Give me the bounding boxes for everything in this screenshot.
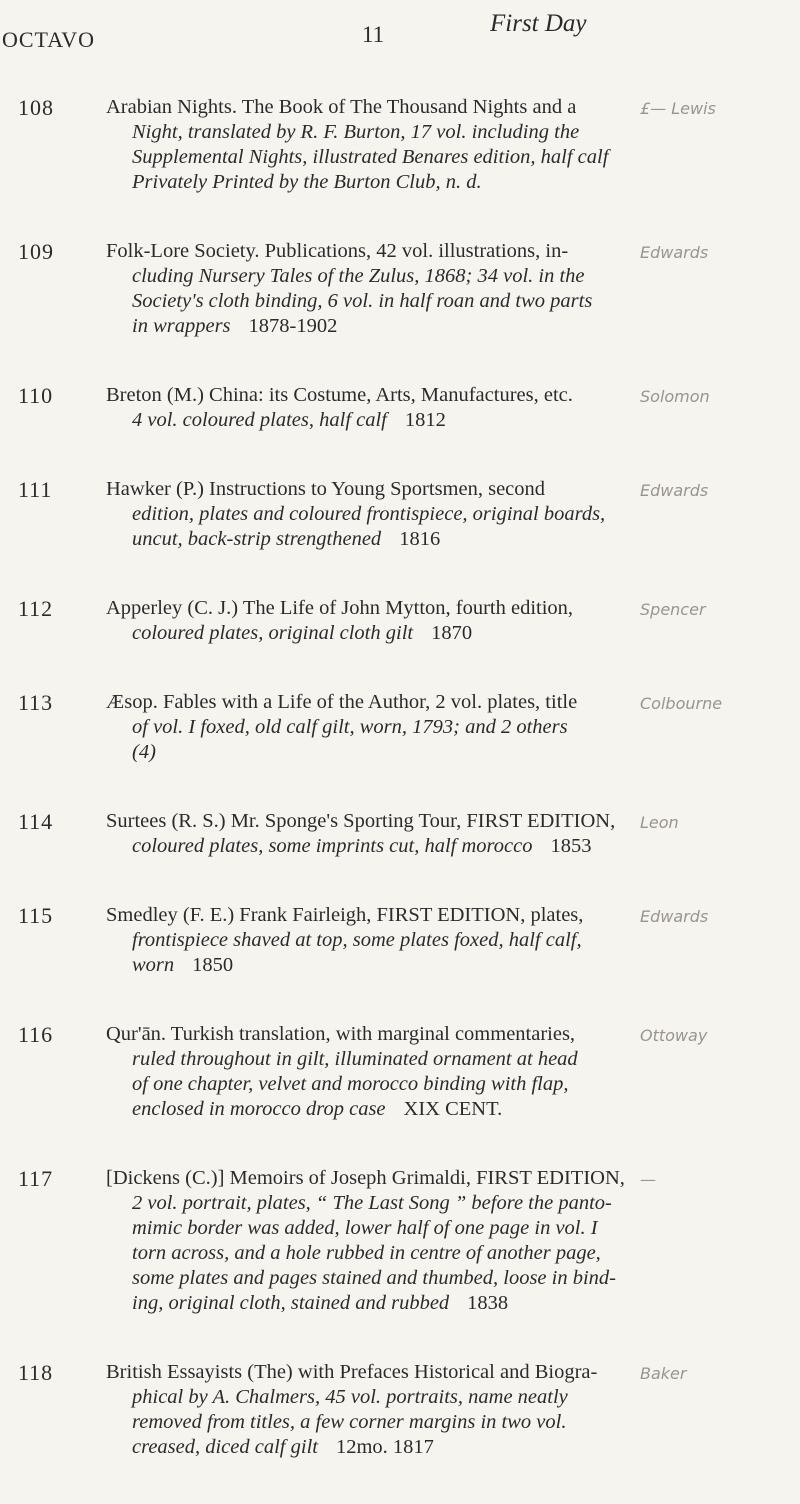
lot-number: 114: [18, 809, 54, 834]
lot-description: [106, 1166, 756, 1316]
description-line: of vol. I foxed, old calf gilt, worn, 1793; and 2 others: [132, 716, 568, 738]
description-line: British Essayists (The) with Prefaces Historical and Biogra-: [106, 1361, 598, 1383]
lot-entry: [0, 903, 800, 978]
lot-date: 1850: [192, 954, 234, 976]
description-line: Æsop. Fables with a Life of the Author, 2 vol. plates, title: [106, 691, 578, 713]
handwritten-annotation: Edwards: [640, 907, 709, 926]
description-line: mimic border was added, lower half of one page in vol. I: [132, 1217, 598, 1239]
lot-entry: [0, 690, 800, 765]
sale-day-label: First Day: [490, 10, 587, 37]
description-line: of one chapter, velvet and morocco binding with flap,: [132, 1073, 569, 1095]
lot-entry: [0, 383, 800, 433]
lot-entry: [0, 1360, 800, 1460]
lot-entry: [0, 95, 800, 195]
description-line: Folk-Lore Society. Publications, 42 vol. illustrations, in-: [106, 240, 569, 262]
description-line: enclosed in morocco drop case XIX CENT.: [132, 1098, 503, 1120]
lot-number: 115: [18, 903, 54, 928]
handwritten-annotation: Leon: [640, 813, 679, 832]
description-line: 2 vol. portrait, plates, “ The Last Song ” before the panto-: [132, 1192, 612, 1214]
description-line: Smedley (F. E.) Frank Fairleigh, FIRST EDITION, plates,: [106, 904, 584, 926]
description-line: coloured plates, original cloth gilt 1870: [132, 622, 473, 644]
page-number: 11: [362, 22, 385, 47]
description-line: cluding Nursery Tales of the Zulus, 1868; 34 vol. in the: [132, 265, 585, 287]
lot-entry: [0, 809, 800, 859]
lot-entry: [0, 239, 800, 339]
lot-entry: [0, 477, 800, 552]
description-line: Supplemental Nights, illustrated Benares edition, half calf: [132, 146, 609, 168]
description-line: in wrappers 1878-1902: [132, 315, 338, 337]
lot-entry: [0, 596, 800, 646]
description-line: torn across, and a hole rubbed in centre of another page,: [132, 1242, 601, 1264]
description-line: frontispiece shaved at top, some plates foxed, half calf,: [132, 929, 582, 951]
lot-number: 111: [18, 477, 53, 502]
lot-list: [0, 95, 800, 1504]
lot-entry: [0, 1166, 800, 1316]
description-line: Surtees (R. S.) Mr. Sponge's Sporting Tour, FIRST EDITION,: [106, 810, 616, 832]
description-line: ing, original cloth, stained and rubbed 1838: [132, 1292, 509, 1314]
description-line: [Dickens (C.)] Memoirs of Joseph Grimaldi, FIRST EDITION,: [106, 1167, 625, 1189]
handwritten-annotation: Edwards: [640, 243, 709, 262]
description-line: Hawker (P.) Instructions to Young Sportsmen, second: [106, 478, 546, 500]
lot-number: 118: [18, 1360, 54, 1385]
handwritten-annotation: Solomon: [640, 387, 710, 406]
lot-number: 108: [18, 95, 54, 120]
handwritten-annotation: Ottoway: [640, 1026, 708, 1045]
description-line: ruled throughout in gilt, illuminated ornament at head: [132, 1048, 578, 1070]
description-line: Qur'ān. Turkish translation, with marginal commentaries,: [106, 1023, 576, 1045]
lot-date: 1812: [404, 409, 446, 431]
handwritten-annotation: —: [640, 1170, 656, 1189]
lot-date: 1853: [550, 835, 592, 857]
lot-date: 1838: [467, 1292, 509, 1314]
lot-number: 117: [18, 1166, 54, 1191]
description-line: Night, translated by R. F. Burton, 17 vol. including the: [132, 121, 580, 143]
handwritten-annotation: Baker: [640, 1364, 687, 1383]
lot-date: 1870: [431, 622, 473, 644]
description-line: edition, plates and coloured frontispiece, original boards,: [132, 503, 606, 525]
lot-date: 1878-1902: [248, 315, 338, 337]
lot-number: 112: [18, 596, 54, 621]
page-header: [0, 0, 800, 60]
description-line: Privately Printed by the Burton Club, n. d.: [132, 171, 482, 193]
description-line: creased, diced calf gilt 12mo. 1817: [132, 1436, 434, 1458]
lot-number: 113: [18, 690, 54, 715]
lot-date: 1816: [399, 528, 441, 550]
description-line: Arabian Nights. The Book of The Thousand Nights and a: [106, 96, 577, 118]
lot-date: 12mo. 1817: [335, 1436, 434, 1458]
handwritten-annotation: Edwards: [640, 481, 709, 500]
description-line: Apperley (C. J.) The Life of John Mytton, fourth edition,: [106, 597, 574, 619]
description-line: Breton (M.) China: its Costume, Arts, Manufactures, etc.: [106, 384, 573, 406]
lot-number: 109: [18, 239, 54, 264]
lot-date: XIX CENT.: [403, 1098, 503, 1120]
handwritten-annotation: Spencer: [640, 600, 706, 619]
description-line: coloured plates, some imprints cut, half morocco 1853: [132, 835, 592, 857]
lot-entry: [0, 1022, 800, 1122]
format-label: OCTAVO: [2, 27, 96, 52]
description-line: removed from titles, a few corner margins in two vol.: [132, 1411, 567, 1433]
description-line: some plates and pages stained and thumbed, loose in bind-: [132, 1267, 616, 1289]
lot-number: 110: [18, 383, 54, 408]
description-line: (4): [132, 741, 156, 763]
description-line: phical by A. Chalmers, 45 vol. portraits, name neatly: [132, 1386, 568, 1408]
description-line: 4 vol. coloured plates, half calf 1812: [132, 409, 446, 431]
description-line: Society's cloth binding, 6 vol. in half roan and two parts: [132, 290, 593, 312]
handwritten-annotation: Colbourne: [640, 694, 723, 713]
description-line: uncut, back-strip strengthened 1816: [132, 528, 441, 550]
lot-number: 116: [18, 1022, 54, 1047]
description-line: worn 1850: [132, 954, 234, 976]
handwritten-annotation: £— Lewis: [640, 99, 716, 118]
